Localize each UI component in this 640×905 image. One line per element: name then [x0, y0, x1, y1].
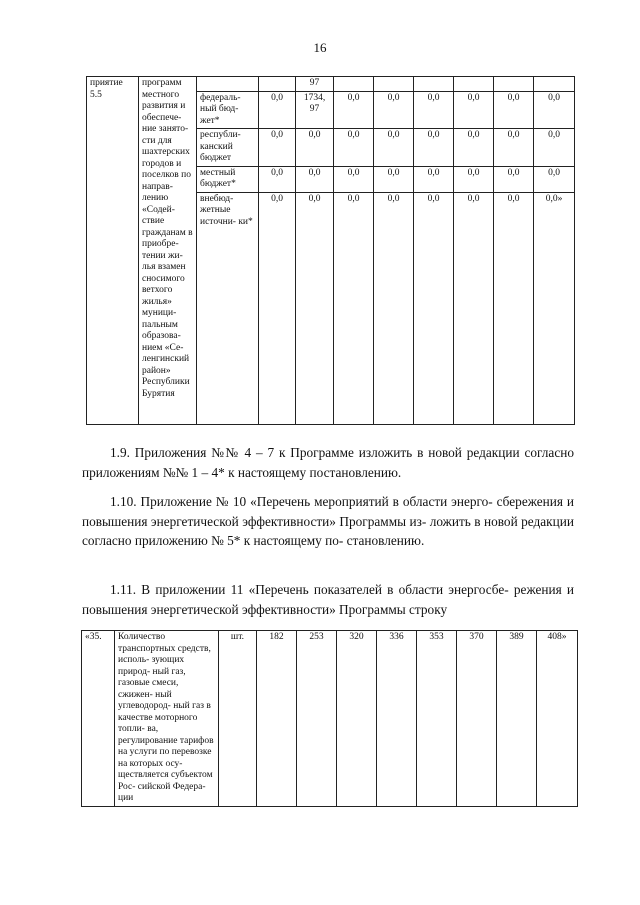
- value-cell: 0,0: [374, 166, 414, 192]
- value-cell: 0,0: [454, 91, 494, 129]
- value-cell: 408»: [537, 631, 578, 807]
- value-cell: 0,0: [296, 129, 334, 167]
- row-number-cell: «35.: [82, 631, 115, 807]
- value-cell: 0,0: [296, 192, 334, 424]
- value-cell: 353: [417, 631, 457, 807]
- table-row: [82, 631, 578, 807]
- value-cell: 182: [257, 631, 297, 807]
- value-cell: 0,0: [454, 166, 494, 192]
- source-cell: внебюд- жетные источни- ки*: [197, 192, 259, 424]
- value-cell: 0,0: [334, 166, 374, 192]
- value-cell: 0,0: [494, 192, 534, 424]
- value-cell: 0,0: [296, 166, 334, 192]
- paragraph-1-11: 1.11. В приложении 11 «Перечень показателей в области энергосбе- режения и повышения энергетической эффективности» Программы строку: [82, 582, 574, 617]
- source-cell: [197, 77, 259, 92]
- program-name-cell: программ местного развития и обеспече- ние занято- сти для шахтерских городов и поселков по направ- лению «Содей- ствие гражданам в приобре- тении жи- лья взамен сносимого ветхого жилья» муници- пальным образова- нием «Се- ленгинский район» Республики Бурятия: [139, 77, 197, 425]
- table-row: [87, 77, 575, 92]
- paragraph-1-9: 1.9. Приложения №№ 4 – 7 к Программе изложить в новой редакции согласно приложениям №№ 1 – 4* к настоящему постановлению.: [82, 445, 574, 480]
- value-cell: 389: [497, 631, 537, 807]
- value-cell: 0,0»: [534, 192, 575, 424]
- value-cell: [374, 77, 414, 92]
- value-cell: 97: [296, 77, 334, 92]
- funding-table: [86, 76, 575, 425]
- value-cell: [259, 77, 296, 92]
- page-number: 16: [313, 40, 327, 55]
- source-cell: местный бюджет*: [197, 166, 259, 192]
- stage-cell: приятие 5.5: [87, 77, 139, 425]
- value-cell: 0,0: [534, 166, 575, 192]
- value-cell: 0,0: [259, 166, 296, 192]
- value-cell: 0,0: [334, 91, 374, 129]
- value-cell: 0,0: [259, 192, 296, 424]
- value-cell: 0,0: [414, 129, 454, 167]
- paragraph-1-10: 1.10. Приложение № 10 «Перечень мероприятий в области энерго- сбережения и повышения энергетической эффективности» Программы из- ложить в новой редакции согласно приложению № 5* к настоящему по- становлению.: [82, 494, 574, 548]
- value-cell: 0,0: [259, 91, 296, 129]
- source-cell: республи- канский бюджет: [197, 129, 259, 167]
- value-cell: 0,0: [494, 91, 534, 129]
- value-cell: 0,0: [414, 192, 454, 424]
- value-cell: 0,0: [414, 91, 454, 129]
- value-cell: [494, 77, 534, 92]
- value-cell: 336: [377, 631, 417, 807]
- value-cell: 0,0: [374, 129, 414, 167]
- value-cell: 0,0: [259, 129, 296, 167]
- value-cell: [334, 77, 374, 92]
- value-cell: 0,0: [534, 129, 575, 167]
- value-cell: [534, 77, 575, 92]
- value-cell: 320: [337, 631, 377, 807]
- value-cell: 0,0: [334, 192, 374, 424]
- value-cell: 0,0: [334, 129, 374, 167]
- value-cell: [414, 77, 454, 92]
- indicator-table: [81, 630, 578, 807]
- value-cell: 0,0: [374, 91, 414, 129]
- value-cell: 0,0: [494, 166, 534, 192]
- value-cell: 0,0: [534, 91, 575, 129]
- unit-cell: шт.: [219, 631, 257, 807]
- value-cell: 253: [297, 631, 337, 807]
- value-cell: 0,0: [494, 129, 534, 167]
- value-cell: 0,0: [454, 192, 494, 424]
- value-cell: 0,0: [454, 129, 494, 167]
- value-cell: 0,0: [414, 166, 454, 192]
- value-cell: 0,0: [374, 192, 414, 424]
- source-cell: федераль- ный бюд- жет*: [197, 91, 259, 129]
- indicator-name-cell: Количество транспортных средств, исполь- зующих природ- ный газ, газовые смеси, сжижен- ный углеводород- ный газ в качестве моторного топли- ва, регулирование тарифов на услуги по перевозке на которых осу- ществляется субъектом Рос- сийской Федера- ции: [115, 631, 219, 807]
- value-cell: 370: [457, 631, 497, 807]
- value-cell: 1734, 97: [296, 91, 334, 129]
- value-cell: [454, 77, 494, 92]
